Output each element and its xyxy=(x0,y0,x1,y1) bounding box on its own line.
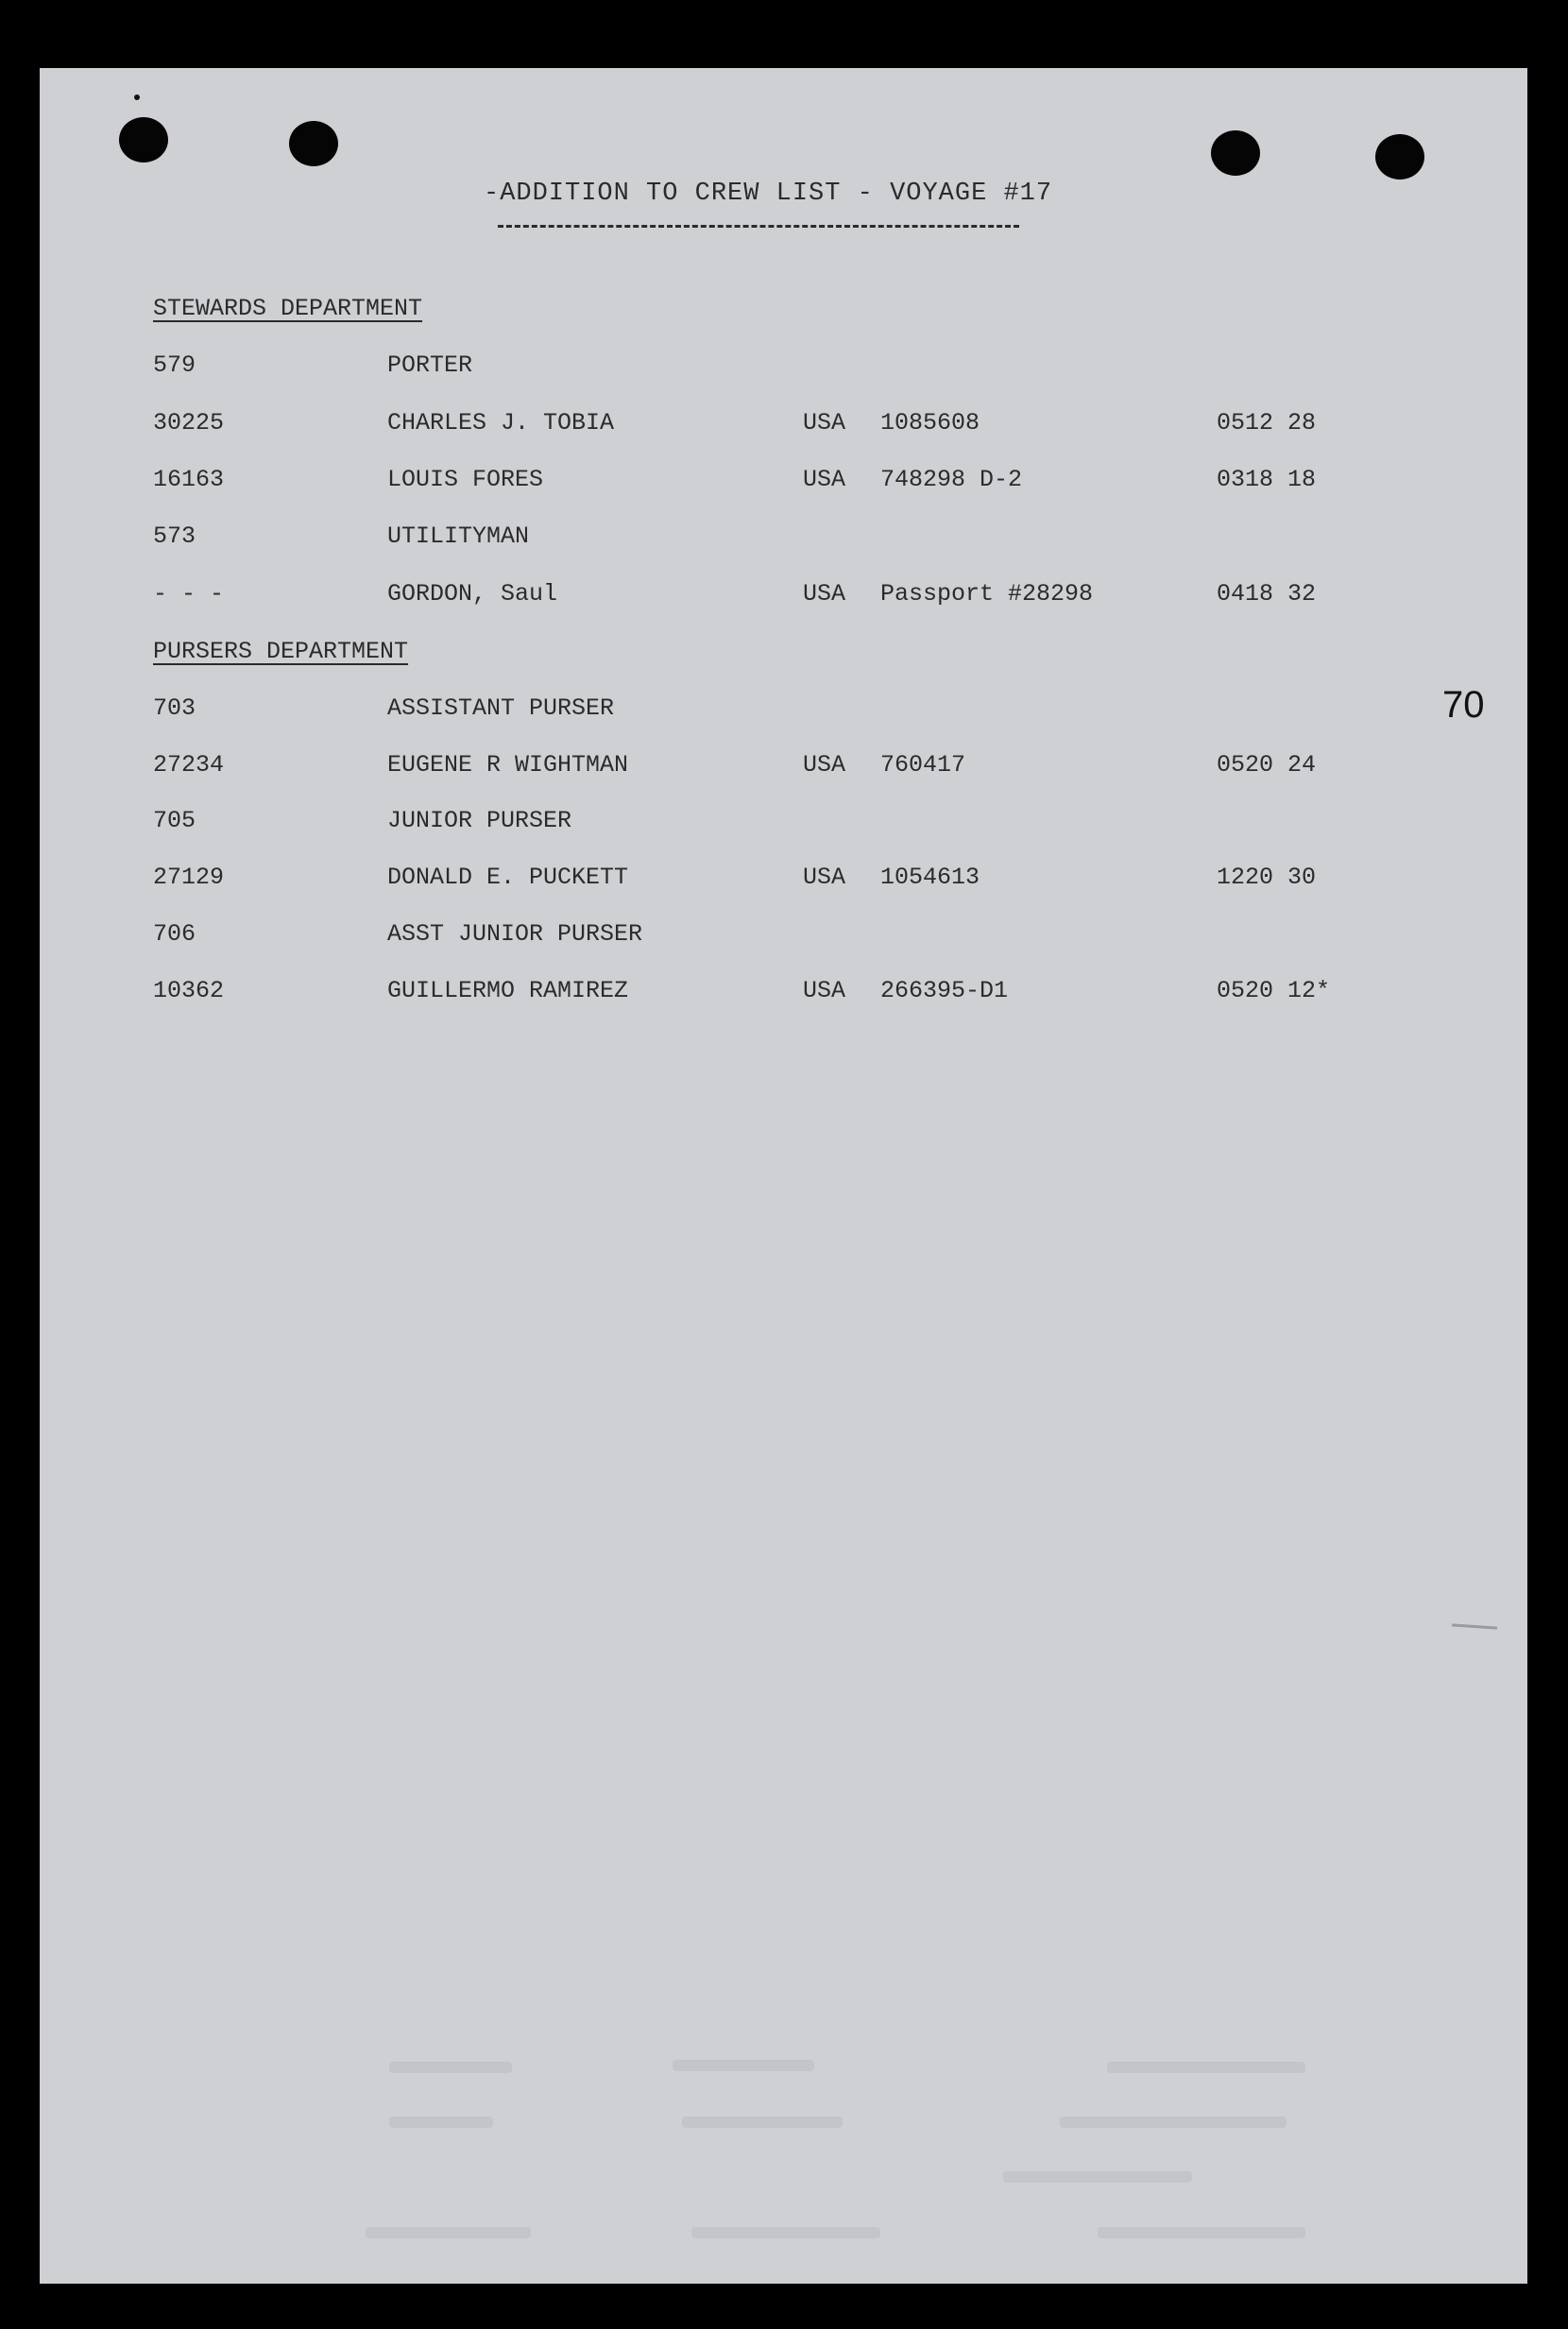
punch-hole xyxy=(289,121,338,166)
bleed-through-mark xyxy=(1060,2116,1287,2128)
table-row xyxy=(40,807,1527,845)
crew-number: 27129 xyxy=(153,864,225,891)
table-row xyxy=(40,694,1527,732)
punch-hole xyxy=(1211,130,1260,176)
pencil-mark xyxy=(1452,1623,1497,1629)
speck xyxy=(134,94,140,100)
crew-number: 703 xyxy=(153,694,196,722)
table-row xyxy=(40,409,1527,447)
date-age: 1220 30 xyxy=(1217,864,1317,891)
punch-hole xyxy=(119,117,168,163)
table-row xyxy=(40,920,1527,958)
nationality: USA xyxy=(803,977,846,1004)
nationality: USA xyxy=(803,466,846,493)
bleed-through-mark xyxy=(389,2062,512,2073)
crew-name: ASST JUNIOR PURSER xyxy=(387,920,643,948)
table-row xyxy=(40,751,1527,789)
date-age: 0318 18 xyxy=(1217,466,1317,493)
crew-name: GORDON, Saul xyxy=(387,580,558,608)
bleed-through-mark xyxy=(1098,2227,1305,2238)
crew-number: - - - xyxy=(153,580,225,608)
crew-name: EUGENE R WIGHTMAN xyxy=(387,751,629,779)
date-age: 0418 32 xyxy=(1217,580,1317,608)
crew-number: 579 xyxy=(153,351,196,379)
table-row xyxy=(40,351,1527,389)
nationality: USA xyxy=(803,409,846,437)
document-page xyxy=(40,68,1527,2284)
crew-number: 705 xyxy=(153,807,196,834)
crew-name: CHARLES J. TOBIA xyxy=(387,409,615,437)
bleed-through-mark xyxy=(389,2116,493,2128)
date-age: 0520 24 xyxy=(1217,751,1317,779)
crew-number: 16163 xyxy=(153,466,225,493)
document-number: 266395-D1 xyxy=(880,977,1009,1004)
bleed-through-mark xyxy=(691,2227,880,2238)
section-heading: PURSERS DEPARTMENT xyxy=(153,638,409,665)
table-row xyxy=(40,580,1527,618)
date-age: 0512 28 xyxy=(1217,409,1317,437)
date-age: 0520 12* xyxy=(1217,977,1331,1004)
crew-name: DONALD E. PUCKETT xyxy=(387,864,629,891)
crew-number: 706 xyxy=(153,920,196,948)
punch-hole xyxy=(1375,134,1424,180)
nationality: USA xyxy=(803,580,846,608)
document-number: 748298 D-2 xyxy=(880,466,1023,493)
crew-name: LOUIS FORES xyxy=(387,466,544,493)
crew-number: 10362 xyxy=(153,977,225,1004)
crew-name: JUNIOR PURSER xyxy=(387,807,572,834)
crew-name: UTILITYMAN xyxy=(387,522,530,550)
document-number: Passport #28298 xyxy=(880,580,1094,608)
margin-page-number: 70 xyxy=(1442,684,1485,726)
bleed-through-mark xyxy=(682,2116,843,2128)
crew-name: GUILLERMO RAMIREZ xyxy=(387,977,629,1004)
document-number: 1085608 xyxy=(880,409,980,437)
nationality: USA xyxy=(803,864,846,891)
bleed-through-mark xyxy=(673,2060,814,2071)
document-number: 760417 xyxy=(880,751,966,779)
title-underline xyxy=(498,225,1019,228)
crew-number: 573 xyxy=(153,522,196,550)
table-row xyxy=(40,466,1527,504)
bleed-through-mark xyxy=(366,2227,531,2238)
bleed-through-mark xyxy=(1003,2171,1192,2183)
crew-name: ASSISTANT PURSER xyxy=(387,694,615,722)
crew-name: PORTER xyxy=(387,351,473,379)
crew-number: 27234 xyxy=(153,751,225,779)
section-heading: STEWARDS DEPARTMENT xyxy=(153,295,423,322)
crew-number: 30225 xyxy=(153,409,225,437)
table-row xyxy=(40,522,1527,560)
nationality: USA xyxy=(803,751,846,779)
document-title: -ADDITION TO CREW LIST - VOYAGE #17 xyxy=(484,180,1053,208)
document-number: 1054613 xyxy=(880,864,980,891)
bleed-through-mark xyxy=(1107,2062,1305,2073)
table-row xyxy=(40,977,1527,1015)
table-row xyxy=(40,864,1527,901)
